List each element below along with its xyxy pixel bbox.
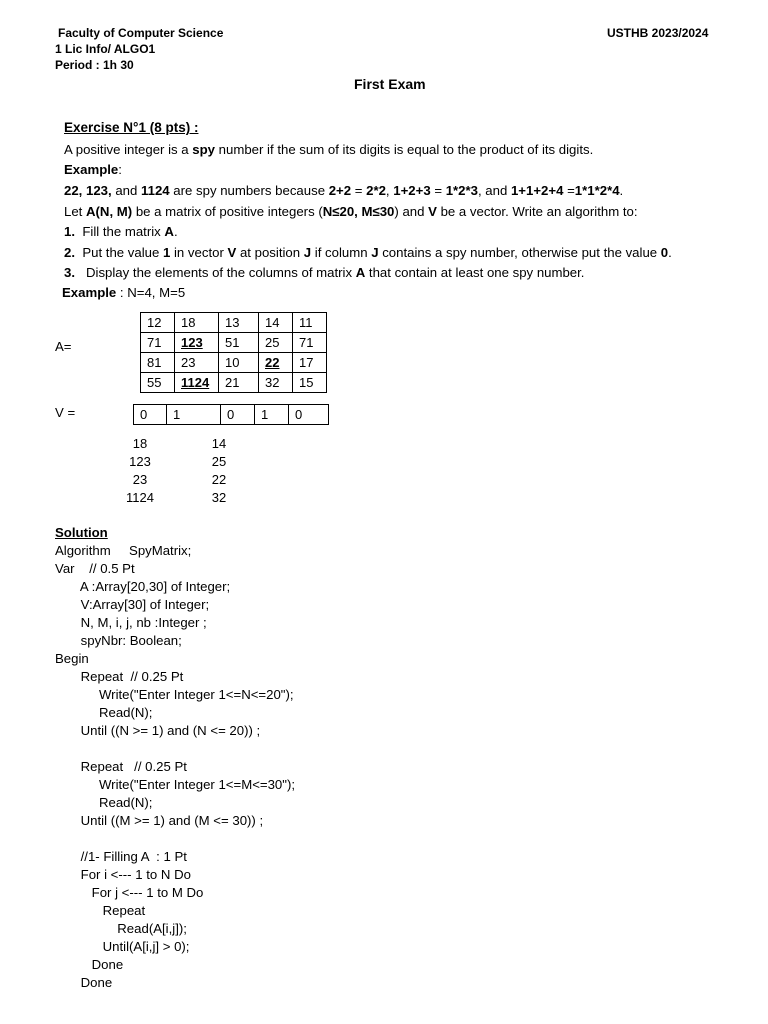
vector-row bbox=[134, 405, 329, 425]
matrix-cell-spy: 22 bbox=[259, 353, 293, 373]
matrix-cell: 51 bbox=[219, 333, 259, 353]
code-line: Begin bbox=[55, 651, 89, 666]
matrix-cell-spy: 1124 bbox=[175, 373, 219, 393]
matrix-cell: 17 bbox=[293, 353, 327, 373]
output-value: 123 bbox=[129, 454, 151, 469]
matrix-row bbox=[141, 333, 327, 353]
code-line: Until ((N >= 1) and (N <= 20)) ; bbox=[55, 723, 261, 738]
matrix-cell: 11 bbox=[293, 313, 327, 333]
code-line: Read(N); bbox=[55, 795, 153, 810]
code-line: Until(A[i,j] > 0); bbox=[55, 939, 190, 954]
code-line: Repeat bbox=[55, 903, 146, 918]
output-value: 1124 bbox=[126, 490, 154, 505]
example-heading: Example: bbox=[64, 162, 122, 177]
matrix-cell: 13 bbox=[219, 313, 259, 333]
matrix-row bbox=[141, 313, 327, 333]
code-line: Repeat // 0.25 Pt bbox=[55, 759, 187, 774]
output-value: 23 bbox=[132, 472, 148, 487]
matrix-row bbox=[141, 353, 327, 373]
matrix-cell: 10 bbox=[219, 353, 259, 373]
task-2: 2. Put the value 1 in vector V at position J if column J contains a spy number, otherwise put the value 0. bbox=[64, 245, 672, 260]
vector-label: V = bbox=[55, 405, 76, 420]
code-line: Read(A[i,j]); bbox=[55, 921, 187, 936]
code-line: V:Array[30] of Integer; bbox=[55, 597, 210, 612]
matrix-cell: 25 bbox=[259, 333, 293, 353]
code-line: Read(N); bbox=[55, 705, 153, 720]
code-line: //1- Filling A : 1 Pt bbox=[55, 849, 187, 864]
code-line: A :Array[20,30] of Integer; bbox=[55, 579, 231, 594]
output-column-1 bbox=[120, 435, 160, 507]
matrix-label: A= bbox=[55, 339, 72, 354]
spy-definition: A positive integer is a spy number if the sum of its digits is equal to the product of its digits. bbox=[64, 142, 594, 157]
vector-cell: 0 bbox=[221, 405, 255, 425]
matrix-cell: 81 bbox=[141, 353, 175, 373]
matrix-cell: 71 bbox=[141, 333, 175, 353]
vector-cell: 1 bbox=[167, 405, 221, 425]
matrix-cell: 55 bbox=[141, 373, 175, 393]
output-value: 18 bbox=[132, 436, 148, 451]
code-line: Until ((M >= 1) and (M <= 30)) ; bbox=[55, 813, 264, 828]
matrix-cell: 18 bbox=[175, 313, 219, 333]
example-dimensions: Example : N=4, M=5 bbox=[62, 285, 186, 300]
code-line: Done bbox=[55, 975, 113, 990]
matrix-cell: 23 bbox=[175, 353, 219, 373]
matrix-cell: 14 bbox=[259, 313, 293, 333]
code-line: Write("Enter Integer 1<=M<=30"); bbox=[55, 777, 296, 792]
output-value: 14 bbox=[211, 436, 227, 451]
output-value: 25 bbox=[211, 454, 227, 469]
solution-title: Solution bbox=[55, 525, 108, 540]
output-value: 32 bbox=[211, 490, 227, 505]
solution-code bbox=[55, 542, 295, 992]
vector-cell: 0 bbox=[134, 405, 167, 425]
matrix-cell: 32 bbox=[259, 373, 293, 393]
code-line: Write("Enter Integer 1<=N<=20"); bbox=[55, 687, 294, 702]
code-line: Repeat // 0.25 Pt bbox=[55, 669, 184, 684]
problem-statement: Let A(N, M) be a matrix of positive integers (N≤20, M≤30) and V be a vector. Write an algorithm to: bbox=[64, 204, 638, 219]
matrix-cell: 21 bbox=[219, 373, 259, 393]
task-1: 1. Fill the matrix A. bbox=[64, 224, 178, 239]
code-line: For j <--- 1 to M Do bbox=[55, 885, 204, 900]
exercise-title: Exercise N°1 (8 pts) : bbox=[64, 120, 199, 135]
code-line: N, M, i, j, nb :Integer ; bbox=[55, 615, 207, 630]
matrix-a bbox=[140, 312, 327, 393]
task-3: 3. Display the elements of the columns of matrix A that contain at least one spy number. bbox=[64, 265, 585, 280]
vector-cell: 0 bbox=[289, 405, 329, 425]
code-line bbox=[55, 830, 295, 848]
course-level: 1 Lic Info/ ALGO1 bbox=[55, 42, 156, 56]
code-line: spyNbr: Boolean; bbox=[55, 633, 182, 648]
code-line: For i <--- 1 to N Do bbox=[55, 867, 191, 882]
university-year: USTHB 2023/2024 bbox=[607, 26, 709, 40]
example-line: 22, 123, and 1124 are spy numbers because 2+2 = 2*2, 1+2+3 = 1*2*3, and 1+1+2+4 =1*1*2*4. bbox=[64, 183, 624, 198]
output-value: 22 bbox=[211, 472, 227, 487]
vector-v bbox=[133, 404, 329, 425]
vector-cell: 1 bbox=[255, 405, 289, 425]
exam-period: Period : 1h 30 bbox=[55, 58, 134, 72]
code-line bbox=[55, 740, 295, 758]
code-line: Var // 0.5 Pt bbox=[55, 561, 135, 576]
exam-title: First Exam bbox=[354, 76, 426, 92]
matrix-cell-spy: 123 bbox=[175, 333, 219, 353]
output-column-2 bbox=[205, 435, 233, 507]
faculty-name: Faculty of Computer Science bbox=[58, 26, 224, 40]
code-line: Done bbox=[55, 957, 124, 972]
matrix-cell: 15 bbox=[293, 373, 327, 393]
matrix-cell: 12 bbox=[141, 313, 175, 333]
matrix-row bbox=[141, 373, 327, 393]
code-line: Algorithm SpyMatrix; bbox=[55, 543, 192, 558]
matrix-cell: 71 bbox=[293, 333, 327, 353]
